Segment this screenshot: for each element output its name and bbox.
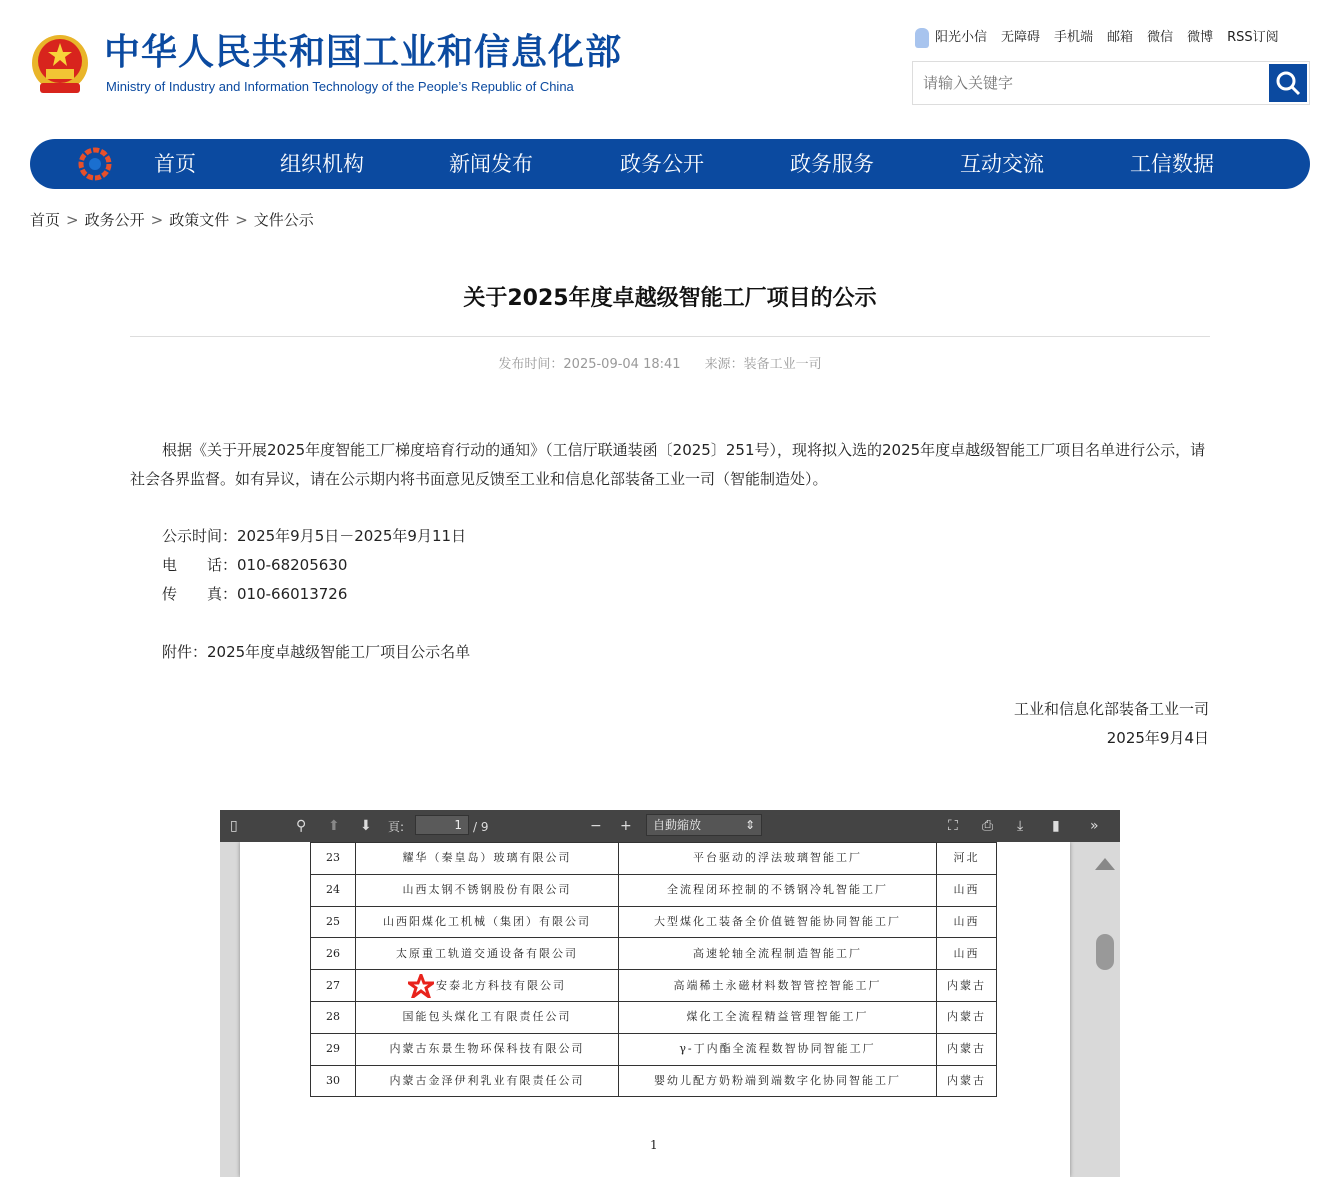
main-nav [30, 139, 1310, 189]
cell-text: 30 [326, 1073, 340, 1087]
notice-period: 公示时间：2025年9月5日－2025年9月11日 [162, 527, 467, 545]
nav-gov-services[interactable]: 政务服务 [790, 152, 874, 176]
cell-text: 平台驱动的浮法玻璃智能工厂 [693, 851, 862, 865]
cell-text: 25 [326, 914, 340, 928]
cell-text: 内蒙古金泽伊利乳业有限责任公司 [389, 1073, 585, 1087]
nav-organization[interactable]: 组织机构 [280, 152, 364, 176]
nav-news[interactable]: 新闻发布 [449, 152, 533, 176]
company-name [356, 970, 619, 1002]
cell-text: 山西太钢不锈钢股份有限公司 [402, 883, 572, 897]
cell-text: 内蒙古 [947, 1042, 986, 1056]
article-title: 关于2025年度卓越级智能工厂项目的公示 [463, 286, 877, 311]
table-row [311, 938, 997, 970]
search-button[interactable] [1269, 64, 1307, 102]
province [937, 1065, 997, 1097]
table-row [311, 1001, 997, 1033]
table-row [311, 906, 997, 938]
table-row [311, 970, 997, 1002]
project-name [619, 906, 937, 938]
province [937, 874, 997, 906]
previous-page-icon[interactable]: ⬆ [328, 818, 340, 834]
cell-text: 29 [326, 1042, 340, 1056]
link-accessibility[interactable]: 无障碍 [1001, 30, 1041, 45]
link-mail[interactable]: 邮箱 [1107, 30, 1134, 45]
cell-text: 山西阳煤化工机械（集团）有限公司 [383, 914, 591, 928]
cell-text: 高端稀土永磁材料数智管控智能工厂 [673, 978, 882, 992]
crumb-notice[interactable]: 文件公示 [253, 211, 314, 229]
row-number [311, 843, 356, 875]
pdf-viewer [220, 810, 1120, 1177]
attachment-link[interactable]: 附件：2025年度卓越级智能工厂项目公示名单 [162, 643, 471, 661]
article-paragraph: 根据《关于开展2025年度智能工厂梯度培育行动的通知》（工信厅联通装函〔2025〕251号），现将拟入选的2025年度卓越级智能工厂项目名单进行公示，请社会各界监督。如有异议，请在公示期内将书面意见反馈至工业和信息化部装备工业一司（智能制造处）。 [130, 441, 1206, 488]
cell-text: 内蒙古 [947, 1073, 986, 1087]
divider [130, 336, 1210, 337]
search-input[interactable] [913, 62, 1267, 104]
fullscreen-icon[interactable]: ⛶ [948, 818, 958, 834]
cell-text: 大型煤化工装备全价值链智能协同智能工厂 [654, 914, 901, 928]
crumb-gov[interactable]: 政务公开 [84, 211, 145, 229]
article-meta [0, 356, 1320, 373]
bookmark-icon[interactable]: ▮ [1052, 818, 1060, 834]
row-number [311, 1033, 356, 1065]
print-icon[interactable]: ⎙ [982, 818, 994, 834]
cell-text: 太原重工轨道交通设备有限公司 [396, 946, 578, 960]
table-row [311, 1065, 997, 1097]
national-emblem-logo [30, 33, 90, 97]
cell-text: 煤化工全流程精益管理智能工厂 [686, 1010, 869, 1024]
row-number [311, 906, 356, 938]
zoom-select[interactable] [646, 814, 762, 836]
row-number [311, 1065, 356, 1097]
link-wechat[interactable]: 微信 [1147, 30, 1174, 45]
pdf-toolbar [220, 810, 1120, 842]
link-mobile[interactable]: 手机端 [1054, 30, 1094, 45]
province [937, 970, 997, 1002]
robot-icon [915, 28, 929, 48]
search-box [912, 61, 1310, 105]
breadcrumb: 首页 > 政务公开 > 政策文件 > 文件公示 [30, 211, 314, 229]
company-name [356, 938, 619, 970]
project-name [619, 1001, 937, 1033]
cell-text: 内蒙古 [947, 978, 986, 992]
site-subtitle: Ministry of Industry and Information Technology of the People’s Republic of China [106, 79, 574, 94]
page-number: 1 [650, 1138, 658, 1152]
project-name [619, 1065, 937, 1097]
company-name [356, 1033, 619, 1065]
cell-text: 高速轮轴全流程制造智能工厂 [693, 946, 862, 960]
cell-text: 内蒙古东景生物环保科技有限公司 [389, 1042, 585, 1056]
page-total: / 9 [473, 820, 489, 834]
row-number [311, 970, 356, 1002]
province [937, 938, 997, 970]
zoom-out-icon[interactable]: − [590, 818, 602, 834]
company-name [356, 1065, 619, 1097]
project-name [619, 843, 937, 875]
company-name [356, 874, 619, 906]
page-number-input[interactable]: 1 [415, 815, 469, 835]
nav-interaction[interactable]: 互动交流 [960, 152, 1044, 176]
fax: 传 真：010-66013726 [162, 585, 348, 603]
pdf-page [240, 842, 1070, 1177]
nav-home[interactable]: 首页 [154, 152, 196, 176]
page-label: 頁: [388, 820, 405, 834]
nav-data[interactable]: 工信数据 [1130, 152, 1214, 176]
search-icon [1275, 70, 1301, 96]
project-name [619, 874, 937, 906]
province [937, 1033, 997, 1065]
province [937, 843, 997, 875]
row-number [311, 938, 356, 970]
crumb-home[interactable]: 首页 [30, 211, 61, 229]
company-name [356, 906, 619, 938]
cell-text: 26 [326, 946, 340, 960]
province [937, 1001, 997, 1033]
zoom-in-icon[interactable]: + [620, 818, 632, 834]
phone: 电 话：010-68205630 [162, 556, 348, 574]
scrollbar[interactable] [1096, 934, 1114, 970]
cell-text: 婴幼儿配方奶粉端到端数字化协同智能工厂 [654, 1073, 901, 1087]
link-weibo[interactable]: 微博 [1187, 30, 1214, 45]
row-number [311, 874, 356, 906]
top-links [915, 28, 1279, 48]
cell-text: 27 [326, 978, 340, 992]
cell-text: 内蒙古 [947, 1010, 986, 1024]
project-name [619, 970, 937, 1002]
row-number [311, 1001, 356, 1033]
download-icon[interactable]: ⤓ [1017, 818, 1024, 834]
cell-text: 全流程闭环控制的不锈钢冷轧智能工厂 [667, 883, 888, 897]
table-row [311, 1033, 997, 1065]
source: 来源：装备工业一司 [704, 357, 822, 372]
province [937, 906, 997, 938]
cell-text: 国能包头煤化工有限责任公司 [402, 1010, 572, 1024]
cell-text: 24 [326, 883, 340, 897]
cell-text: 23 [326, 851, 340, 865]
cell-text: 山西 [953, 883, 980, 897]
nav-gov-affairs[interactable]: 政务公开 [620, 152, 704, 176]
scroll-up-icon[interactable] [1095, 858, 1115, 870]
company-name [356, 1001, 619, 1033]
find-icon[interactable]: ⚲ [296, 818, 307, 834]
link-rss[interactable]: RSS订阅 [1227, 30, 1279, 45]
cell-text: 山西 [953, 914, 980, 928]
project-table [310, 842, 997, 1097]
table-row [311, 843, 997, 875]
cell-text: 安泰北方科技有限公司 [436, 978, 566, 992]
publish-time: 发布时间：2025-09-04 18:41 [498, 357, 681, 372]
company-name [356, 843, 619, 875]
link-sunshine[interactable]: 阳光小信 [935, 30, 988, 45]
cell-text: γ-丁内酯全流程数智协同智能工厂 [679, 1042, 876, 1056]
cell-text: 山西 [953, 946, 980, 960]
site-title: 中华人民共和国工业和信息化部 [104, 32, 623, 73]
crumb-policy[interactable]: 政策文件 [169, 211, 230, 229]
star-mark-icon [408, 974, 434, 998]
project-name [619, 1033, 937, 1065]
cell-text: 28 [326, 1010, 340, 1024]
cell-text: 耀华（秦皇岛）玻璃有限公司 [402, 851, 572, 865]
cell-text: 河北 [953, 851, 980, 865]
next-page-icon[interactable]: ⬇ [360, 818, 372, 834]
select-arrows-icon: ⇕ [744, 818, 755, 832]
table-row [311, 874, 997, 906]
zoom-value: 自動縮放 [653, 818, 702, 832]
nav-logo-icon [78, 147, 112, 181]
more-tools-icon[interactable]: » [1090, 818, 1099, 834]
sign-date: 2025年9月4日 [1106, 729, 1209, 747]
signature: 工业和信息化部装备工业一司 [1013, 700, 1209, 718]
sidebar-toggle-icon[interactable]: ▯ [230, 818, 238, 834]
project-name [619, 938, 937, 970]
